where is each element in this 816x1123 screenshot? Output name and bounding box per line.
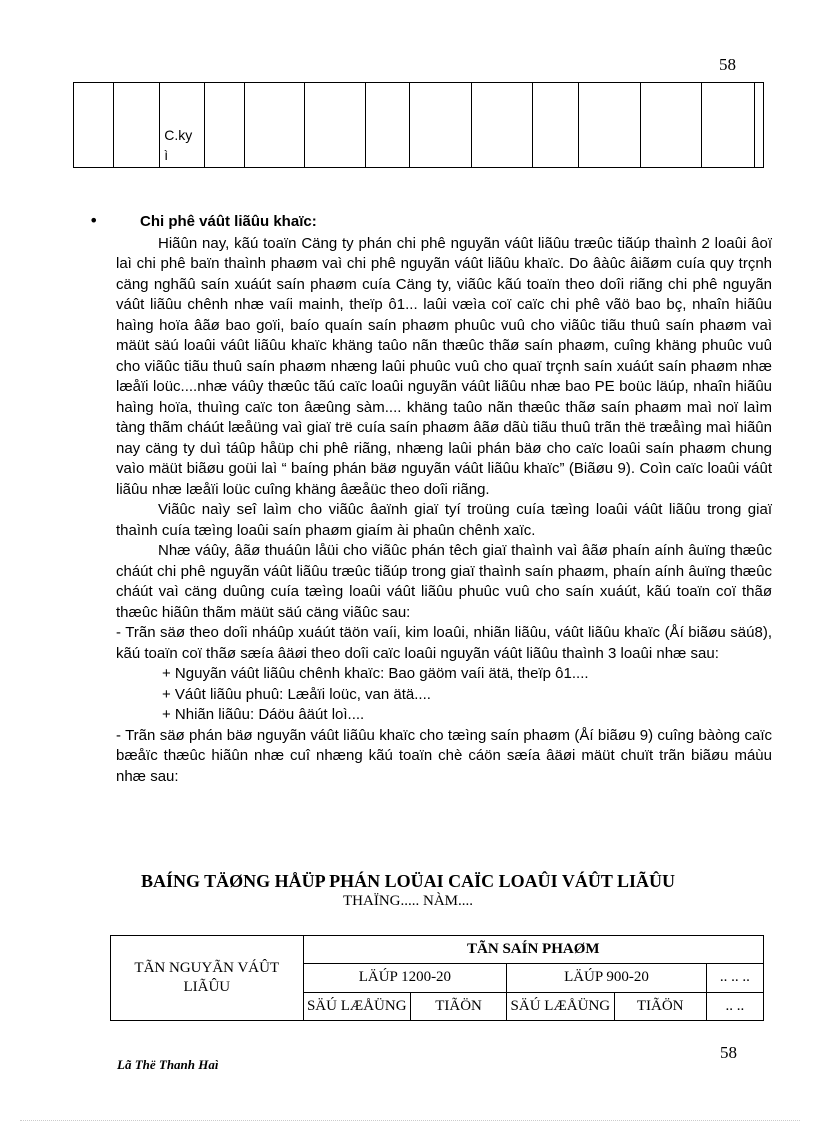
header-quantity: SÄÚ LÆÅÜNG xyxy=(303,992,410,1020)
header-value: TIÃÖN xyxy=(614,992,706,1020)
header-product-1: LÄÚP 1200-20 xyxy=(303,964,507,992)
continued-table xyxy=(73,82,764,168)
bullet-icon: • xyxy=(89,211,99,230)
table-row xyxy=(74,83,764,168)
table-cell xyxy=(160,83,204,168)
section-heading: Chi phê váût liãûu khaïc: xyxy=(140,213,317,230)
author-name: Lã Thë Thanh Haì xyxy=(117,1057,219,1072)
header-product-2: LÄÚP 900-20 xyxy=(507,964,707,992)
header-more: .. .. xyxy=(706,992,763,1020)
classification-table xyxy=(110,935,764,1021)
header-product-name: TÃN SAÍN PHAØM xyxy=(303,936,763,964)
section-body xyxy=(116,212,772,787)
cell-text: ì xyxy=(164,147,169,163)
header-material-name: TÃN NGUYÃN VÁÛT LIÃÛU xyxy=(111,936,304,1021)
paragraph: Viãûc naìy seî laìm cho viãûc âaïnh giaï tyí troüng cuía tæìng loaûi váût liãûu trong giaï thaình cuía tæìng loaûi saín phaøm giaím ài phaûn chênh xaïc. xyxy=(116,501,772,539)
paragraph: Hiãûn nay, kãú toaïn Cäng ty phán chi phê nguyãn váût liãûu træûc tiãúp thaình 2 loaûi âoï laì chi phê baïn thaình phaøm vaì chi phê nguyãn váût liãûu khaïc. Do âàûc âiãøm cuía quy trçnh cäng nghãû saín xuáút saín phaøm cuía Cäng ty, viãûc kãú toaïn theo doîi riãng chi phê nguyãn váût liãûu chênh nhæ vaíi mainh, theïp ô1... laûi væìa coï caïc chi phê vãö bao bç, nhaîn hiãûu haìng hoïa âãø bao goïi, baío quaín saín phaøm phuûc vuû cho viãûc tiãu thuû saín phaøm vaì mäüt säú loaûi váût liãûu khaïc khäng taûo nãn thæûc thãø saín phaøm, cuîng khäng phuûc vuû cho viãûc tiãu thuû saín phaøm nhæng laûi phuûc vuû cho quaï trçnh saín xuáút saín phaøm nhæ læåïi loüc....nhæ váûy thæûc tãú caïc loaûi nguyãn váût liãûu nhæ bao PE boüc läúp, nhaîn hiãûu haìng hoïa, thuìng caïc ton âæûng sàm.... khäng taûo nãn thæûc thãø saín phaøm maì noï laìm tàng thãm cháút læåüng vaì giaï trë cuía saín phaøm âãø dãù tiãu thuû trãn thë træåìng maì hiãûn nay cäng ty duì táûp håüp chi phê riãng, nhæng laûi phán bäø cho caïc loaûi saín phaøm chung vaìo mäüt biãøu goüi laì “ baíng phán bäø nguyãn váût liãûu khaïc” (Biãøu 9). Coìn caïc loaûi váût liãûu nhæ læåïi loüc cuîng khäng âæåüc theo doîi riãng. xyxy=(116,234,772,498)
header-quantity: SÄÚ LÆÅÜNG xyxy=(507,992,614,1020)
header-value: TIÃÖN xyxy=(410,992,506,1020)
list-item: + Váût liãûu phuû: Læåïi loüc, van ätä.... xyxy=(162,685,431,703)
list-item: + Nguyãn váût liãûu chênh khaïc: Bao gäöm vaíi ätä, theïp ô1.... xyxy=(162,665,589,682)
header-product-more: .. .. .. xyxy=(706,964,763,992)
table-subtitle: THAÏNG..... NÀM.... xyxy=(343,893,473,909)
paragraph: - Trãn säø theo doîi nháûp xuáút täön vaíi, kim loaûi, nhiãn liãûu, váût liãûu khaïc (Åí biãøu säú8), kãú toaïn coï thãø sæía âäøi theo doîi caïc loaûi nguyãn váût liãûu thaình 3 loaûi nhæ sau: xyxy=(116,624,772,662)
list-item: + Nhiãn liãûu: Dáöu âäút loì.... xyxy=(162,706,365,723)
paragraph: Nhæ váûy, âãø thuáûn låüi cho viãûc phán têch giaï thaình vaì âãø phaín aính âuïng thæûc cháút chi phê nguyãn váût liãûu træûc tiãúp trong giaï thaình saín phaøm, phaín aính âuïng thæûc cháút vaì cäng duûng cuía tæìng loaûi váût liãûu phuûc vuû cho saín xuáút, kãú toaïn coï thãø thæûc hiãûn thãm mäüt säú cäng viãûc sau: xyxy=(116,542,772,621)
page-number-top: 58 xyxy=(719,55,736,74)
page-number-bottom: 58 xyxy=(720,1043,737,1062)
table-row xyxy=(111,936,764,964)
paragraph: - Trãn säø phán bäø nguyãn váût liãûu khaïc cho tæìng saín phaøm (Åí biãøu 9) cuîng bàòng caïc bæåïc thæûc hiãûn nhæ cuî nhæng kãú toaïn chè cáön sæía âäøi mäüt chuït trãn biãøu máùu nhæ sau: xyxy=(116,726,772,785)
cell-text: C.ky xyxy=(164,127,193,143)
table-title: BAÍNG TÄØNG HÅÜP PHÁN LOÜAI CAÏC LOAÛI VÁÛT LIÃÛU xyxy=(140,871,676,891)
footer-divider xyxy=(20,1120,800,1121)
